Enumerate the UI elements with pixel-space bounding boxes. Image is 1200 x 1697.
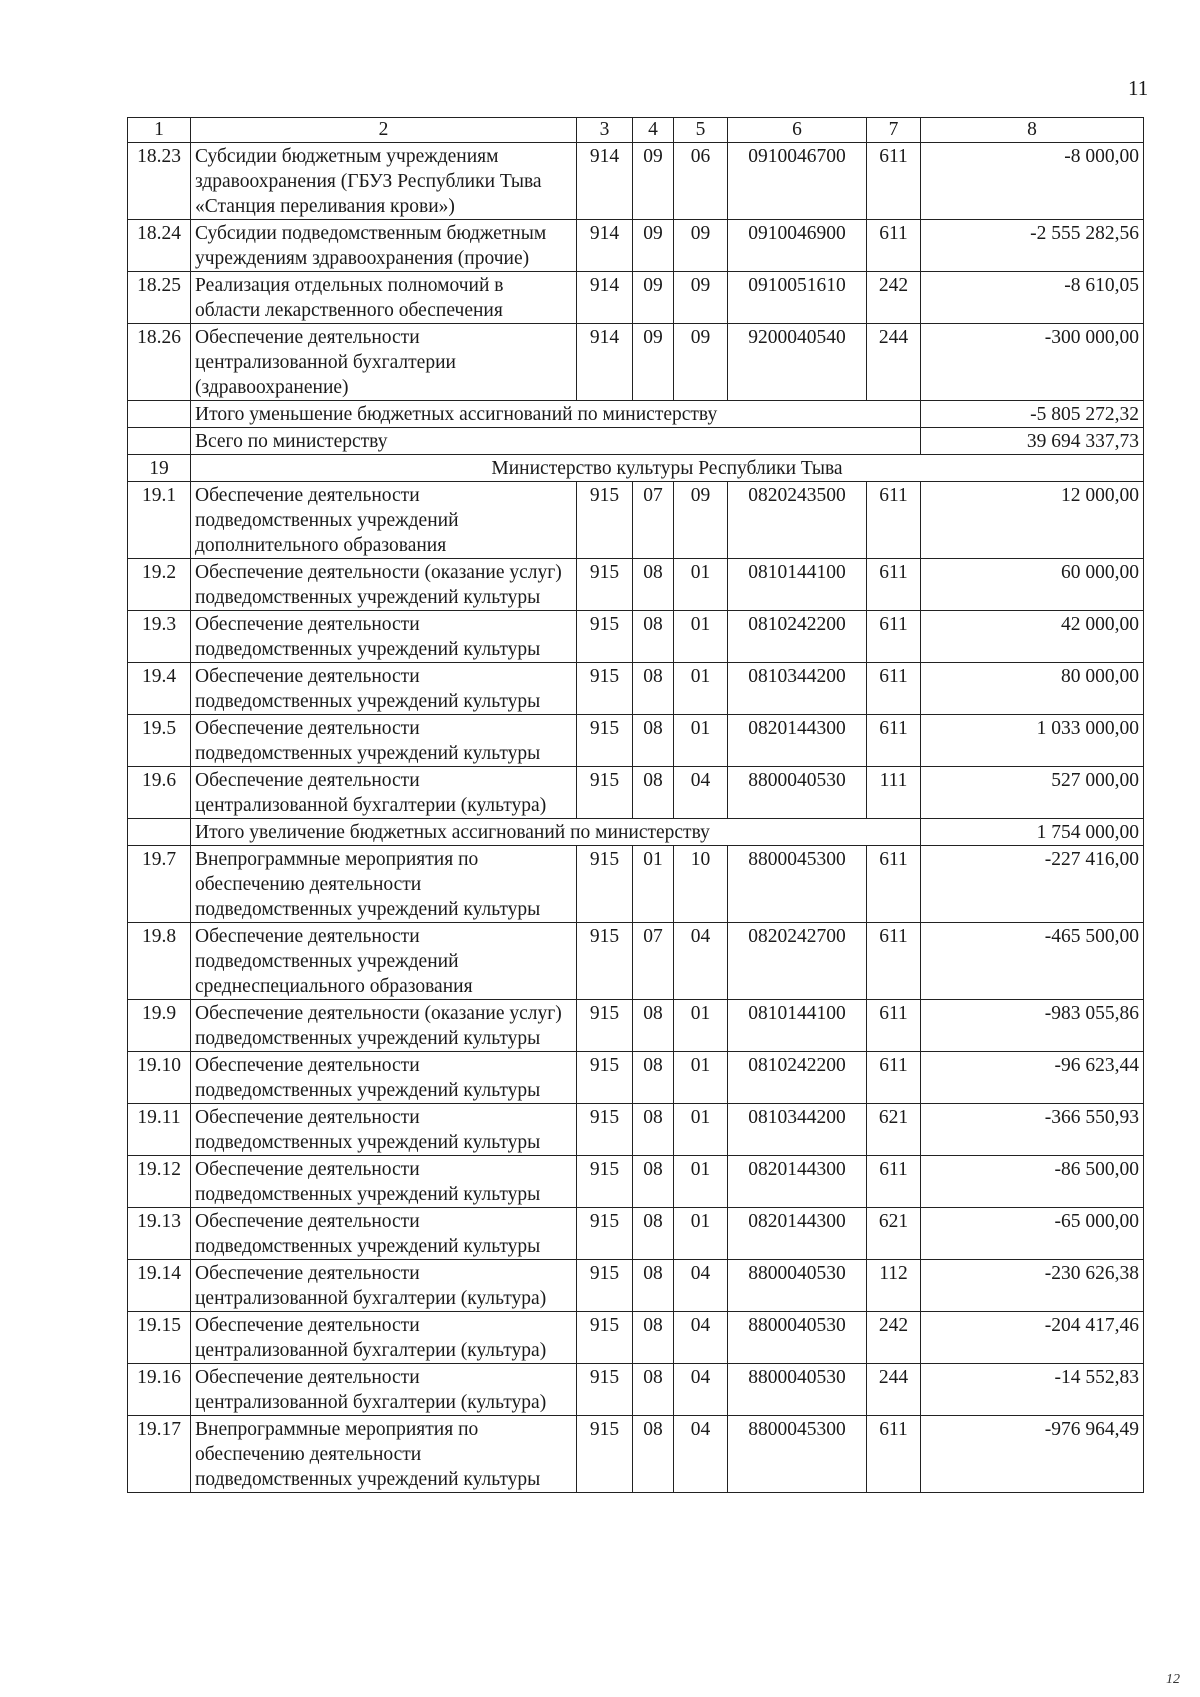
expense-name: Обеспечение деятельности подведомственных учреждений дополнительного образования bbox=[191, 482, 577, 559]
expense-name: Обеспечение деятельности подведомственных учреждений культуры bbox=[191, 1208, 577, 1260]
expense-type-code: 244 bbox=[867, 1364, 921, 1416]
section-code: 07 bbox=[633, 482, 674, 559]
ministry-code: 915 bbox=[577, 1364, 633, 1416]
section-code: 08 bbox=[633, 767, 674, 819]
ministry-code: 914 bbox=[577, 272, 633, 324]
row-number: 18.23 bbox=[128, 143, 191, 220]
total-row bbox=[128, 819, 1144, 846]
target-article-code: 9200040540 bbox=[728, 324, 867, 401]
expense-name: Обеспечение деятельности подведомственных учреждений культуры bbox=[191, 1052, 577, 1104]
section-code: 08 bbox=[633, 1000, 674, 1052]
target-article-code: 0910051610 bbox=[728, 272, 867, 324]
row-number: 19.7 bbox=[128, 846, 191, 923]
column-header: 2 bbox=[191, 118, 577, 143]
amount: -86 500,00 bbox=[921, 1156, 1144, 1208]
expense-name: Реализация отдельных полномочий в области лекарственного обеспечения bbox=[191, 272, 577, 324]
section-code: 08 bbox=[633, 559, 674, 611]
expense-type-code: 611 bbox=[867, 482, 921, 559]
target-article-code: 0910046700 bbox=[728, 143, 867, 220]
row-number: 19.12 bbox=[128, 1156, 191, 1208]
target-article-code: 0810144100 bbox=[728, 559, 867, 611]
target-article-code: 0810242200 bbox=[728, 611, 867, 663]
table-row bbox=[128, 663, 1144, 715]
target-article-code: 0820144300 bbox=[728, 1156, 867, 1208]
section-code: 08 bbox=[633, 1416, 674, 1493]
ministry-code: 915 bbox=[577, 715, 633, 767]
ministry-code: 915 bbox=[577, 1156, 633, 1208]
expense-name: Обеспечение деятельности (оказание услуг) подведомственных учреждений культуры bbox=[191, 1000, 577, 1052]
row-number: 19.17 bbox=[128, 1416, 191, 1493]
amount: -227 416,00 bbox=[921, 846, 1144, 923]
subsection-code: 10 bbox=[674, 846, 728, 923]
ministry-code: 915 bbox=[577, 482, 633, 559]
table-row bbox=[128, 1052, 1144, 1104]
amount: -204 417,46 bbox=[921, 1312, 1144, 1364]
table-row bbox=[128, 1000, 1144, 1052]
amount: 60 000,00 bbox=[921, 559, 1144, 611]
empty-cell bbox=[128, 819, 191, 846]
total-amount: 1 754 000,00 bbox=[921, 819, 1144, 846]
row-number: 18.25 bbox=[128, 272, 191, 324]
section-code: 08 bbox=[633, 1364, 674, 1416]
expense-type-code: 244 bbox=[867, 324, 921, 401]
section-code: 09 bbox=[633, 220, 674, 272]
total-row bbox=[128, 401, 1144, 428]
row-number: 19.3 bbox=[128, 611, 191, 663]
section-code: 08 bbox=[633, 611, 674, 663]
total-label: Итого увеличение бюджетных ассигнований по министерству bbox=[191, 819, 921, 846]
expense-name: Обеспечение деятельности подведомственных учреждений культуры bbox=[191, 1156, 577, 1208]
target-article-code: 8800040530 bbox=[728, 1260, 867, 1312]
subsection-code: 01 bbox=[674, 663, 728, 715]
ministry-code: 915 bbox=[577, 1104, 633, 1156]
ministry-code: 915 bbox=[577, 1416, 633, 1493]
ministry-code: 915 bbox=[577, 663, 633, 715]
row-number: 19.9 bbox=[128, 1000, 191, 1052]
expense-name: Обеспечение деятельности централизованной бухгалтерии (культура) bbox=[191, 1312, 577, 1364]
expense-name: Обеспечение деятельности централизованной бухгалтерии (культура) bbox=[191, 767, 577, 819]
empty-cell bbox=[128, 428, 191, 455]
target-article-code: 8800045300 bbox=[728, 846, 867, 923]
table-row bbox=[128, 482, 1144, 559]
expense-type-code: 621 bbox=[867, 1208, 921, 1260]
budget-table bbox=[127, 117, 1144, 1493]
expense-type-code: 112 bbox=[867, 1260, 921, 1312]
target-article-code: 0810344200 bbox=[728, 663, 867, 715]
subsection-code: 09 bbox=[674, 482, 728, 559]
section-code: 08 bbox=[633, 1260, 674, 1312]
ministry-number: 19 bbox=[128, 455, 191, 482]
amount: 80 000,00 bbox=[921, 663, 1144, 715]
row-number: 19.4 bbox=[128, 663, 191, 715]
total-amount: 39 694 337,73 bbox=[921, 428, 1144, 455]
section-code: 09 bbox=[633, 324, 674, 401]
subsection-code: 01 bbox=[674, 559, 728, 611]
subsection-code: 01 bbox=[674, 1052, 728, 1104]
target-article-code: 8800040530 bbox=[728, 767, 867, 819]
expense-name: Внепрограммные мероприятия по обеспечению деятельности подведомственных учреждений культуры bbox=[191, 1416, 577, 1493]
expense-name: Обеспечение деятельности (оказание услуг) подведомственных учреждений культуры bbox=[191, 559, 577, 611]
amount: -983 055,86 bbox=[921, 1000, 1144, 1052]
ministry-code: 915 bbox=[577, 611, 633, 663]
table-body bbox=[128, 143, 1144, 1493]
subsection-code: 01 bbox=[674, 1000, 728, 1052]
ministry-code: 914 bbox=[577, 324, 633, 401]
amount: -65 000,00 bbox=[921, 1208, 1144, 1260]
row-number: 19.5 bbox=[128, 715, 191, 767]
target-article-code: 8800040530 bbox=[728, 1364, 867, 1416]
section-code: 08 bbox=[633, 1312, 674, 1364]
ministry-code: 915 bbox=[577, 767, 633, 819]
table-row bbox=[128, 559, 1144, 611]
total-label: Итого уменьшение бюджетных ассигнований по министерству bbox=[191, 401, 921, 428]
row-number: 19.2 bbox=[128, 559, 191, 611]
ministry-row bbox=[128, 455, 1144, 482]
subsection-code: 04 bbox=[674, 1312, 728, 1364]
subsection-code: 01 bbox=[674, 1104, 728, 1156]
ministry-code: 914 bbox=[577, 220, 633, 272]
amount: -230 626,38 bbox=[921, 1260, 1144, 1312]
ministry-code: 915 bbox=[577, 923, 633, 1000]
ministry-code: 915 bbox=[577, 559, 633, 611]
column-header: 6 bbox=[728, 118, 867, 143]
ministry-code: 915 bbox=[577, 1208, 633, 1260]
column-header: 8 bbox=[921, 118, 1144, 143]
section-code: 08 bbox=[633, 1104, 674, 1156]
column-header: 3 bbox=[577, 118, 633, 143]
row-number: 18.26 bbox=[128, 324, 191, 401]
column-header: 1 bbox=[128, 118, 191, 143]
expense-name: Обеспечение деятельности подведомственных учреждений культуры bbox=[191, 715, 577, 767]
target-article-code: 0820144300 bbox=[728, 1208, 867, 1260]
row-number: 19.6 bbox=[128, 767, 191, 819]
expense-name: Обеспечение деятельности подведомственных учреждений культуры bbox=[191, 663, 577, 715]
expense-name: Обеспечение деятельности подведомственных учреждений среднеспециального образования bbox=[191, 923, 577, 1000]
ministry-code: 915 bbox=[577, 1000, 633, 1052]
expense-type-code: 611 bbox=[867, 143, 921, 220]
expense-type-code: 111 bbox=[867, 767, 921, 819]
target-article-code: 0810242200 bbox=[728, 1052, 867, 1104]
ministry-code: 915 bbox=[577, 846, 633, 923]
row-number: 18.24 bbox=[128, 220, 191, 272]
amount: 42 000,00 bbox=[921, 611, 1144, 663]
section-code: 08 bbox=[633, 715, 674, 767]
table-row bbox=[128, 1364, 1144, 1416]
expense-name: Обеспечение деятельности централизованной бухгалтерии (здравоохранение) bbox=[191, 324, 577, 401]
expense-type-code: 611 bbox=[867, 715, 921, 767]
ministry-code: 915 bbox=[577, 1312, 633, 1364]
amount: -96 623,44 bbox=[921, 1052, 1144, 1104]
column-header: 4 bbox=[633, 118, 674, 143]
table-row bbox=[128, 1208, 1144, 1260]
subsection-code: 04 bbox=[674, 1260, 728, 1312]
section-code: 09 bbox=[633, 272, 674, 324]
row-number: 19.13 bbox=[128, 1208, 191, 1260]
amount: 1 033 000,00 bbox=[921, 715, 1144, 767]
target-article-code: 8800045300 bbox=[728, 1416, 867, 1493]
total-row bbox=[128, 428, 1144, 455]
expense-type-code: 611 bbox=[867, 846, 921, 923]
expense-name: Обеспечение деятельности подведомственных учреждений культуры bbox=[191, 1104, 577, 1156]
amount: 527 000,00 bbox=[921, 767, 1144, 819]
expense-type-code: 611 bbox=[867, 663, 921, 715]
target-article-code: 0820243500 bbox=[728, 482, 867, 559]
ministry-code: 915 bbox=[577, 1052, 633, 1104]
table-row bbox=[128, 767, 1144, 819]
table-row bbox=[128, 1416, 1144, 1493]
expense-name: Обеспечение деятельности централизованной бухгалтерии (культура) bbox=[191, 1364, 577, 1416]
section-code: 07 bbox=[633, 923, 674, 1000]
expense-type-code: 611 bbox=[867, 611, 921, 663]
subsection-code: 09 bbox=[674, 220, 728, 272]
expense-type-code: 611 bbox=[867, 923, 921, 1000]
table-row bbox=[128, 1104, 1144, 1156]
amount: 12 000,00 bbox=[921, 482, 1144, 559]
expense-name: Субсидии подведомственным бюджетным учреждениям здравоохранения (прочие) bbox=[191, 220, 577, 272]
amount: -14 552,83 bbox=[921, 1364, 1144, 1416]
expense-name: Обеспечение деятельности подведомственных учреждений культуры bbox=[191, 611, 577, 663]
expense-type-code: 242 bbox=[867, 1312, 921, 1364]
expense-type-code: 611 bbox=[867, 1052, 921, 1104]
expense-name: Обеспечение деятельности централизованной бухгалтерии (культура) bbox=[191, 1260, 577, 1312]
subsection-code: 01 bbox=[674, 1208, 728, 1260]
row-number: 19.15 bbox=[128, 1312, 191, 1364]
amount: -8 000,00 bbox=[921, 143, 1144, 220]
expense-type-code: 611 bbox=[867, 1000, 921, 1052]
table-row bbox=[128, 1260, 1144, 1312]
table-row bbox=[128, 846, 1144, 923]
amount: -366 550,93 bbox=[921, 1104, 1144, 1156]
table-row bbox=[128, 923, 1144, 1000]
ministry-code: 914 bbox=[577, 143, 633, 220]
table-row bbox=[128, 220, 1144, 272]
row-number: 19.16 bbox=[128, 1364, 191, 1416]
ministry-name: Министерство культуры Республики Тыва bbox=[191, 455, 1144, 482]
subsection-code: 04 bbox=[674, 923, 728, 1000]
corner-mark: 12 bbox=[1166, 1672, 1180, 1687]
table-row bbox=[128, 1312, 1144, 1364]
column-header: 7 bbox=[867, 118, 921, 143]
target-article-code: 0810344200 bbox=[728, 1104, 867, 1156]
table-row bbox=[128, 611, 1144, 663]
row-number: 19.1 bbox=[128, 482, 191, 559]
amount: -465 500,00 bbox=[921, 923, 1144, 1000]
expense-type-code: 611 bbox=[867, 559, 921, 611]
table-row bbox=[128, 272, 1144, 324]
section-code: 09 bbox=[633, 143, 674, 220]
expense-name: Внепрограммные мероприятия по обеспечению деятельности подведомственных учреждений культуры bbox=[191, 846, 577, 923]
subsection-code: 04 bbox=[674, 767, 728, 819]
page-number: 11 bbox=[1128, 76, 1149, 100]
row-number: 19.8 bbox=[128, 923, 191, 1000]
row-number: 19.10 bbox=[128, 1052, 191, 1104]
amount: -976 964,49 bbox=[921, 1416, 1144, 1493]
subsection-code: 09 bbox=[674, 272, 728, 324]
table-row bbox=[128, 1156, 1144, 1208]
target-article-code: 0820242700 bbox=[728, 923, 867, 1000]
subsection-code: 01 bbox=[674, 1156, 728, 1208]
section-code: 08 bbox=[633, 1156, 674, 1208]
ministry-code: 915 bbox=[577, 1260, 633, 1312]
target-article-code: 8800040530 bbox=[728, 1312, 867, 1364]
expense-type-code: 621 bbox=[867, 1104, 921, 1156]
expense-name: Субсидии бюджетным учреждениям здравоохранения (ГБУЗ Республики Тыва «Станция переливания крови») bbox=[191, 143, 577, 220]
subsection-code: 04 bbox=[674, 1364, 728, 1416]
empty-cell bbox=[128, 401, 191, 428]
total-amount: -5 805 272,32 bbox=[921, 401, 1144, 428]
subsection-code: 01 bbox=[674, 715, 728, 767]
subsection-code: 06 bbox=[674, 143, 728, 220]
row-number: 19.14 bbox=[128, 1260, 191, 1312]
total-label: Всего по министерству bbox=[191, 428, 921, 455]
row-number: 19.11 bbox=[128, 1104, 191, 1156]
amount: -2 555 282,56 bbox=[921, 220, 1144, 272]
expense-type-code: 611 bbox=[867, 220, 921, 272]
section-code: 08 bbox=[633, 1208, 674, 1260]
amount: -300 000,00 bbox=[921, 324, 1144, 401]
section-code: 08 bbox=[633, 663, 674, 715]
target-article-code: 0910046900 bbox=[728, 220, 867, 272]
section-code: 01 bbox=[633, 846, 674, 923]
subsection-code: 09 bbox=[674, 324, 728, 401]
table-row bbox=[128, 324, 1144, 401]
table-row bbox=[128, 143, 1144, 220]
subsection-code: 04 bbox=[674, 1416, 728, 1493]
expense-type-code: 242 bbox=[867, 272, 921, 324]
column-header: 5 bbox=[674, 118, 728, 143]
subsection-code: 01 bbox=[674, 611, 728, 663]
table-row bbox=[128, 715, 1144, 767]
target-article-code: 0820144300 bbox=[728, 715, 867, 767]
header-row bbox=[128, 118, 1144, 143]
expense-type-code: 611 bbox=[867, 1156, 921, 1208]
amount: -8 610,05 bbox=[921, 272, 1144, 324]
target-article-code: 0810144100 bbox=[728, 1000, 867, 1052]
expense-type-code: 611 bbox=[867, 1416, 921, 1493]
section-code: 08 bbox=[633, 1052, 674, 1104]
